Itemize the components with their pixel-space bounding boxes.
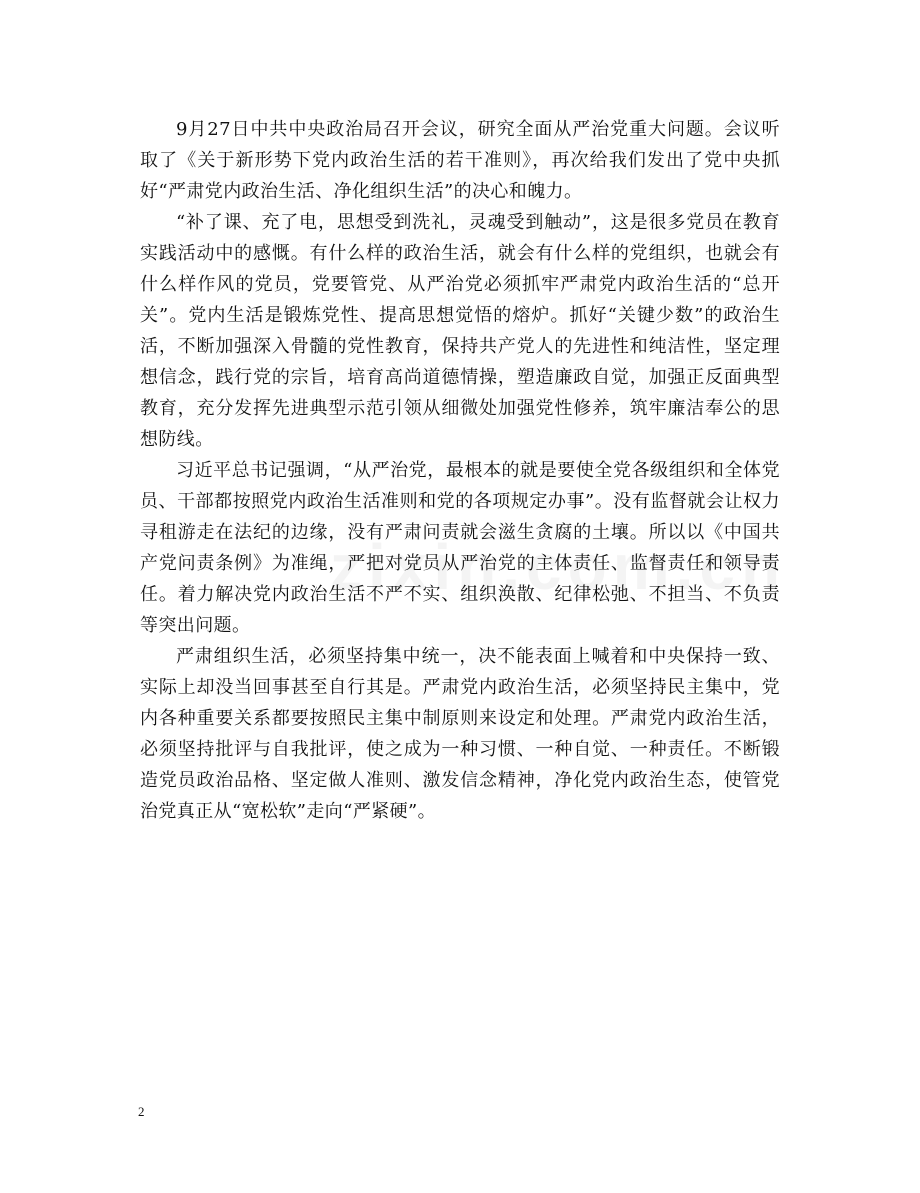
document-body bbox=[140, 114, 780, 827]
paragraph-2: “补了课、充了电，思想受到洗礼，灵魂受到触动”，这是很多党员在教育实践活动中的感慨。有什么样的政治生活，就会有什么样的党组织，也就会有什么样作风的党员，党要管党、从严治党必须抓牢严肃党内政治生活的“总开关”。党内生活是锻炼党性、提高思想觉悟的熔炉。抓好“关键少数”的政治生活，不断加强深入骨髓的党性教育，保持共产党人的先进性和纯洁性，坚定理想信念，践行党的宗旨，培育高尚道德情操，塑造廉政自觉，加强正反面典型教育，充分发挥先进典型示范引领从细微处加强党性修养，筑牢廉洁奉公的思想防线。 bbox=[140, 212, 780, 450]
page-number: 2 bbox=[138, 1104, 145, 1119]
paragraph-4: 严肃组织生活，必须坚持集中统一，决不能表面上喊着和中央保持一致、实际上却没当回事甚至自行其是。严肃党内政治生活，必须坚持民主集中，党内各种重要关系都要按照民主集中制原则来设定和处理。严肃党内政治生活，必须坚持批评与自我批评，使之成为一种习惯、一种自觉、一种责任。不断锻造党员政治品格、坚定做人准则、激发信念精神，净化党内政治生态，使管党治党真正从“宽松软”走向“严紧硬”。 bbox=[140, 646, 780, 822]
paragraph-1: 9月27日中共中央政治局召开会议，研究全面从严治党重大问题。会议听取了《关于新形势下党内政治生活的若干准则》，再次给我们发出了党中央抓好“严肃党内政治生活、净化组织生活”的决心和魄力。 bbox=[140, 119, 780, 202]
paragraph-3: 习近平总书记强调，“从严治党，最根本的就是要使全党各级组织和全体党员、干部都按照党内政治生活准则和党的各项规定办事”。没有监督就会让权力寻租游走在法纪的边缘，没有严肃问责就会滋生贪腐的土壤。所以以《中国共产党问责条例》为准绳，严把对党员从严治党的主体责任、监督责任和领导责任。着力解决党内政治生活不严不实、组织涣散、纪律松弛、不担当、不负责等突出问题。 bbox=[140, 460, 780, 636]
